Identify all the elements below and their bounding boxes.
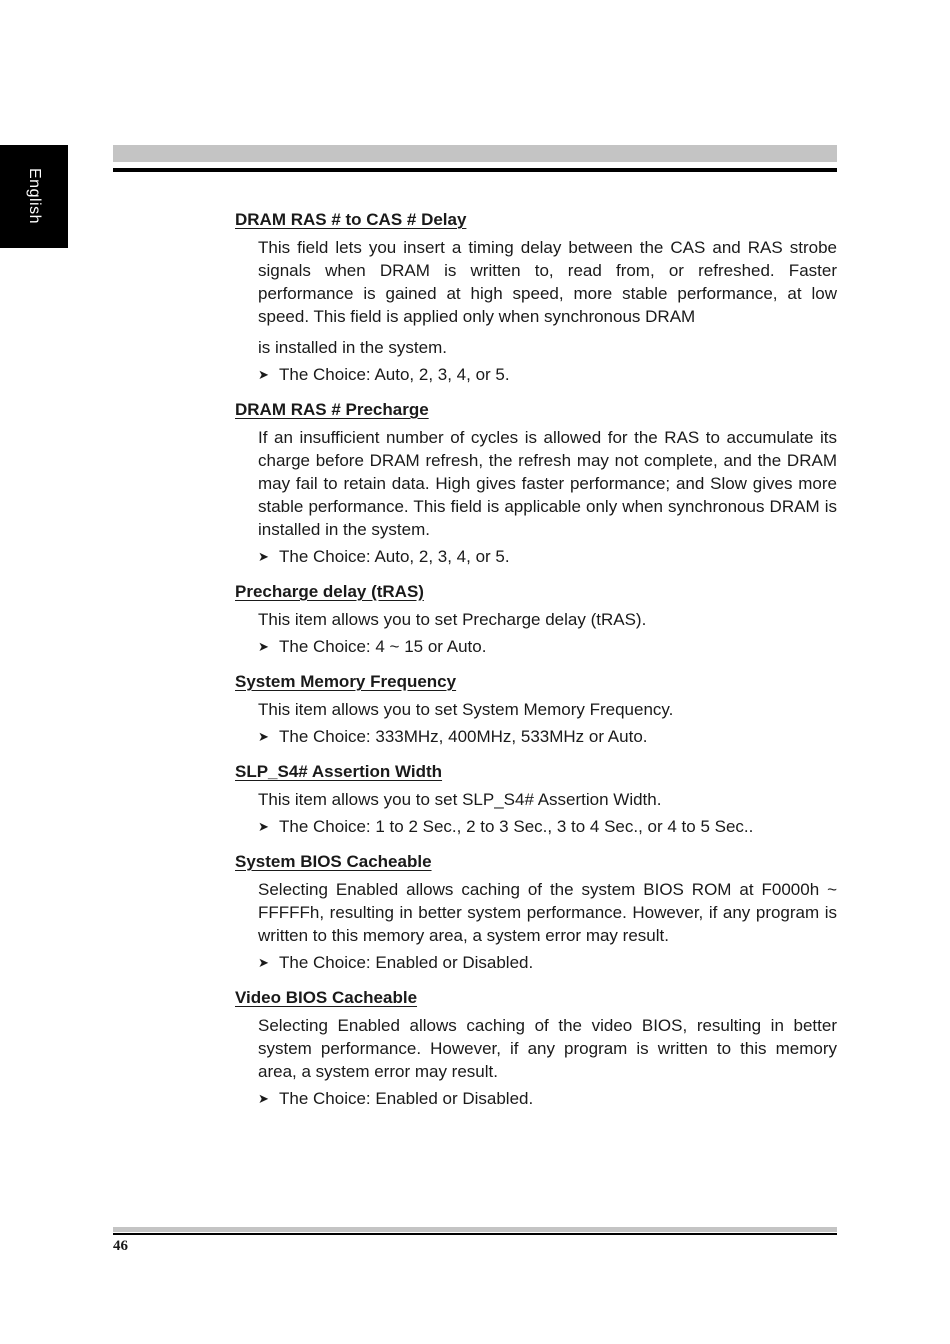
- section-title: Video BIOS Cacheable: [235, 988, 418, 1007]
- section-title: SLP_S4# Assertion Width: [235, 762, 443, 781]
- section-description: This item allows you to set Precharge delay (tRAS).: [258, 610, 647, 629]
- header-black-rule: [113, 168, 837, 172]
- choice-text: The Choice: 1 to 2 Sec., 2 to 3 Sec., 3 to 4 Sec., or 4 to 5 Sec..: [279, 817, 754, 836]
- header-gray-bar: [113, 145, 837, 162]
- choice-text: The Choice: Enabled or Disabled.: [279, 1089, 534, 1108]
- choice-line: [258, 363, 837, 386]
- arrow-bullet-icon: ➤: [258, 729, 269, 744]
- choice-line: [258, 951, 837, 974]
- section-title: DRAM RAS # to CAS # Delay: [235, 210, 467, 229]
- section-dram-ras-precharge: [235, 398, 837, 568]
- section-video-bios-cacheable: [235, 986, 837, 1110]
- section-system-memory-frequency: [235, 670, 837, 748]
- language-tab-label: English: [26, 168, 43, 224]
- choice-text: The Choice: Auto, 2, 3, 4, or 5.: [279, 365, 510, 384]
- section-description-continued: is installed in the system.: [258, 338, 447, 357]
- footer-black-rule: [113, 1233, 837, 1235]
- choice-text: The Choice: Auto, 2, 3, 4, or 5.: [279, 547, 510, 566]
- arrow-bullet-icon: ➤: [258, 1091, 269, 1106]
- page-content: [235, 208, 837, 1122]
- section-description: This item allows you to set System Memory Frequency.: [258, 700, 674, 719]
- section-description: Selecting Enabled allows caching of the video BIOS, resulting in better system performance. However, if any program is written to this memory area, a system error may result.: [258, 1016, 837, 1081]
- section-dram-ras-to-cas-delay: [235, 208, 837, 386]
- choice-line: [258, 635, 837, 658]
- page-number: 46: [113, 1238, 128, 1254]
- section-title: DRAM RAS # Precharge: [235, 400, 429, 419]
- choice-line: [258, 725, 837, 748]
- section-title: System Memory Frequency: [235, 672, 457, 691]
- section-title: System BIOS Cacheable: [235, 852, 432, 871]
- section-precharge-delay: [235, 580, 837, 658]
- choice-line: [258, 1087, 837, 1110]
- arrow-bullet-icon: ➤: [258, 549, 269, 564]
- section-title: Precharge delay (tRAS): [235, 582, 424, 601]
- language-tab: [0, 145, 68, 248]
- section-description: This item allows you to set SLP_S4# Assertion Width.: [258, 790, 662, 809]
- choice-line: [258, 545, 837, 568]
- section-description: If an insufficient number of cycles is allowed for the RAS to accumulate its charge before DRAM refresh, the refresh may not complete, and the DRAM may fail to retain data. High gives faster performance; and Slow gives more stable performance. This field is applicable only when synchronous DRAM is installed in the system.: [258, 428, 837, 539]
- choice-text: The Choice: Enabled or Disabled.: [279, 953, 534, 972]
- choice-text: The Choice: 333MHz, 400MHz, 533MHz or Auto.: [279, 727, 648, 746]
- arrow-bullet-icon: ➤: [258, 955, 269, 970]
- section-slp-s4-assertion-width: [235, 760, 837, 838]
- arrow-bullet-icon: ➤: [258, 367, 269, 382]
- arrow-bullet-icon: ➤: [258, 639, 269, 654]
- section-description: This field lets you insert a timing delay between the CAS and RAS strobe signals when DRAM is written to, read from, or refreshed. Faster performance is gained at high speed, more stable performance, at low speed. This field is applied only when synchronous DRAM: [258, 238, 837, 326]
- footer-gray-bar: [113, 1227, 837, 1232]
- choice-line: [258, 815, 837, 838]
- section-system-bios-cacheable: [235, 850, 837, 974]
- arrow-bullet-icon: ➤: [258, 819, 269, 834]
- section-description: Selecting Enabled allows caching of the system BIOS ROM at F0000h ~ FFFFFh, resulting in better system performance. However, if any program is written to this memory area, a system error may result.: [258, 880, 837, 945]
- choice-text: The Choice: 4 ~ 15 or Auto.: [279, 637, 487, 656]
